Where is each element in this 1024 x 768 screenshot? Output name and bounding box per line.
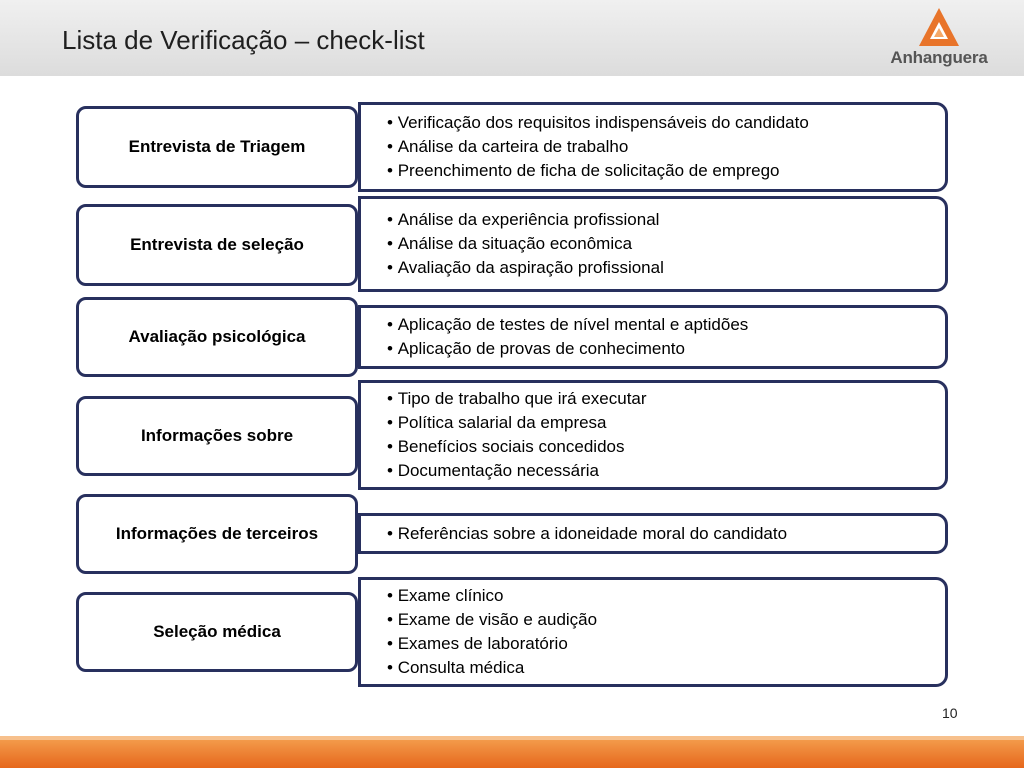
stage-label-text: Seleção médica [153, 622, 281, 641]
stage-details-entrevista-selecao [358, 196, 948, 292]
stage-details-avaliacao-psicologica [358, 305, 948, 369]
slide-title: Lista de Verificação – check-list [62, 25, 425, 55]
list-item: • Benefícios sociais concedidos [387, 435, 945, 459]
list-item: • Verificação dos requisitos indispensáveis do candidato [387, 111, 945, 135]
stage-label-text: Avaliação psicológica [128, 327, 306, 346]
list-item: • Análise da situação econômica [387, 232, 945, 256]
stage-details-entrevista-triagem [358, 102, 948, 192]
list-item: • Exames de laboratório [387, 632, 945, 656]
list-item: • Política salarial da empresa [387, 411, 945, 435]
list-item: • Documentação necessária [387, 459, 945, 483]
list-item: • Referências sobre a idoneidade moral do candidato [387, 522, 945, 546]
list-item: • Avaliação da aspiração profissional [387, 256, 945, 280]
stage-label-informacoes-sobre [76, 396, 358, 476]
stage-label-avaliacao-psicologica [76, 297, 358, 377]
stage-details-informacoes-sobre [358, 380, 948, 490]
list-item: • Exame de visão e audição [387, 608, 945, 632]
stage-details-selecao-medica [358, 577, 948, 687]
list-item: • Aplicação de provas de conhecimento [387, 337, 945, 361]
stage-details-informacoes-terceiros [358, 513, 948, 554]
logo-text: Anhanguera [890, 48, 988, 67]
list-item: • Aplicação de testes de nível mental e aptidões [387, 313, 945, 337]
stage-label-text: Informações sobre [140, 426, 294, 445]
stage-label-informacoes-terceiros [76, 494, 358, 574]
footer-bar [0, 740, 1024, 768]
anhanguera-logo [884, 6, 994, 72]
stage-label-entrevista-selecao [76, 204, 358, 286]
stage-label-text: Entrevista de seleção [130, 235, 304, 254]
list-item: • Tipo de trabalho que irá executar [387, 387, 945, 411]
stage-label-text: Informações de terceiros [115, 524, 319, 543]
list-item: • Preenchimento de ficha de solicitação de emprego [387, 159, 945, 183]
stage-label-text: Entrevista de Triagem [128, 137, 306, 156]
list-item: • Análise da experiência profissional [387, 208, 945, 232]
stage-label-selecao-medica [76, 592, 358, 672]
stage-label-entrevista-triagem [76, 106, 358, 188]
slide-header [0, 0, 1024, 76]
list-item: • Consulta médica [387, 656, 945, 680]
list-item: • Análise da carteira de trabalho [387, 135, 945, 159]
list-item: • Exame clínico [387, 584, 945, 608]
triangle-logo-icon [917, 6, 961, 48]
page-number: 10 [942, 705, 958, 721]
